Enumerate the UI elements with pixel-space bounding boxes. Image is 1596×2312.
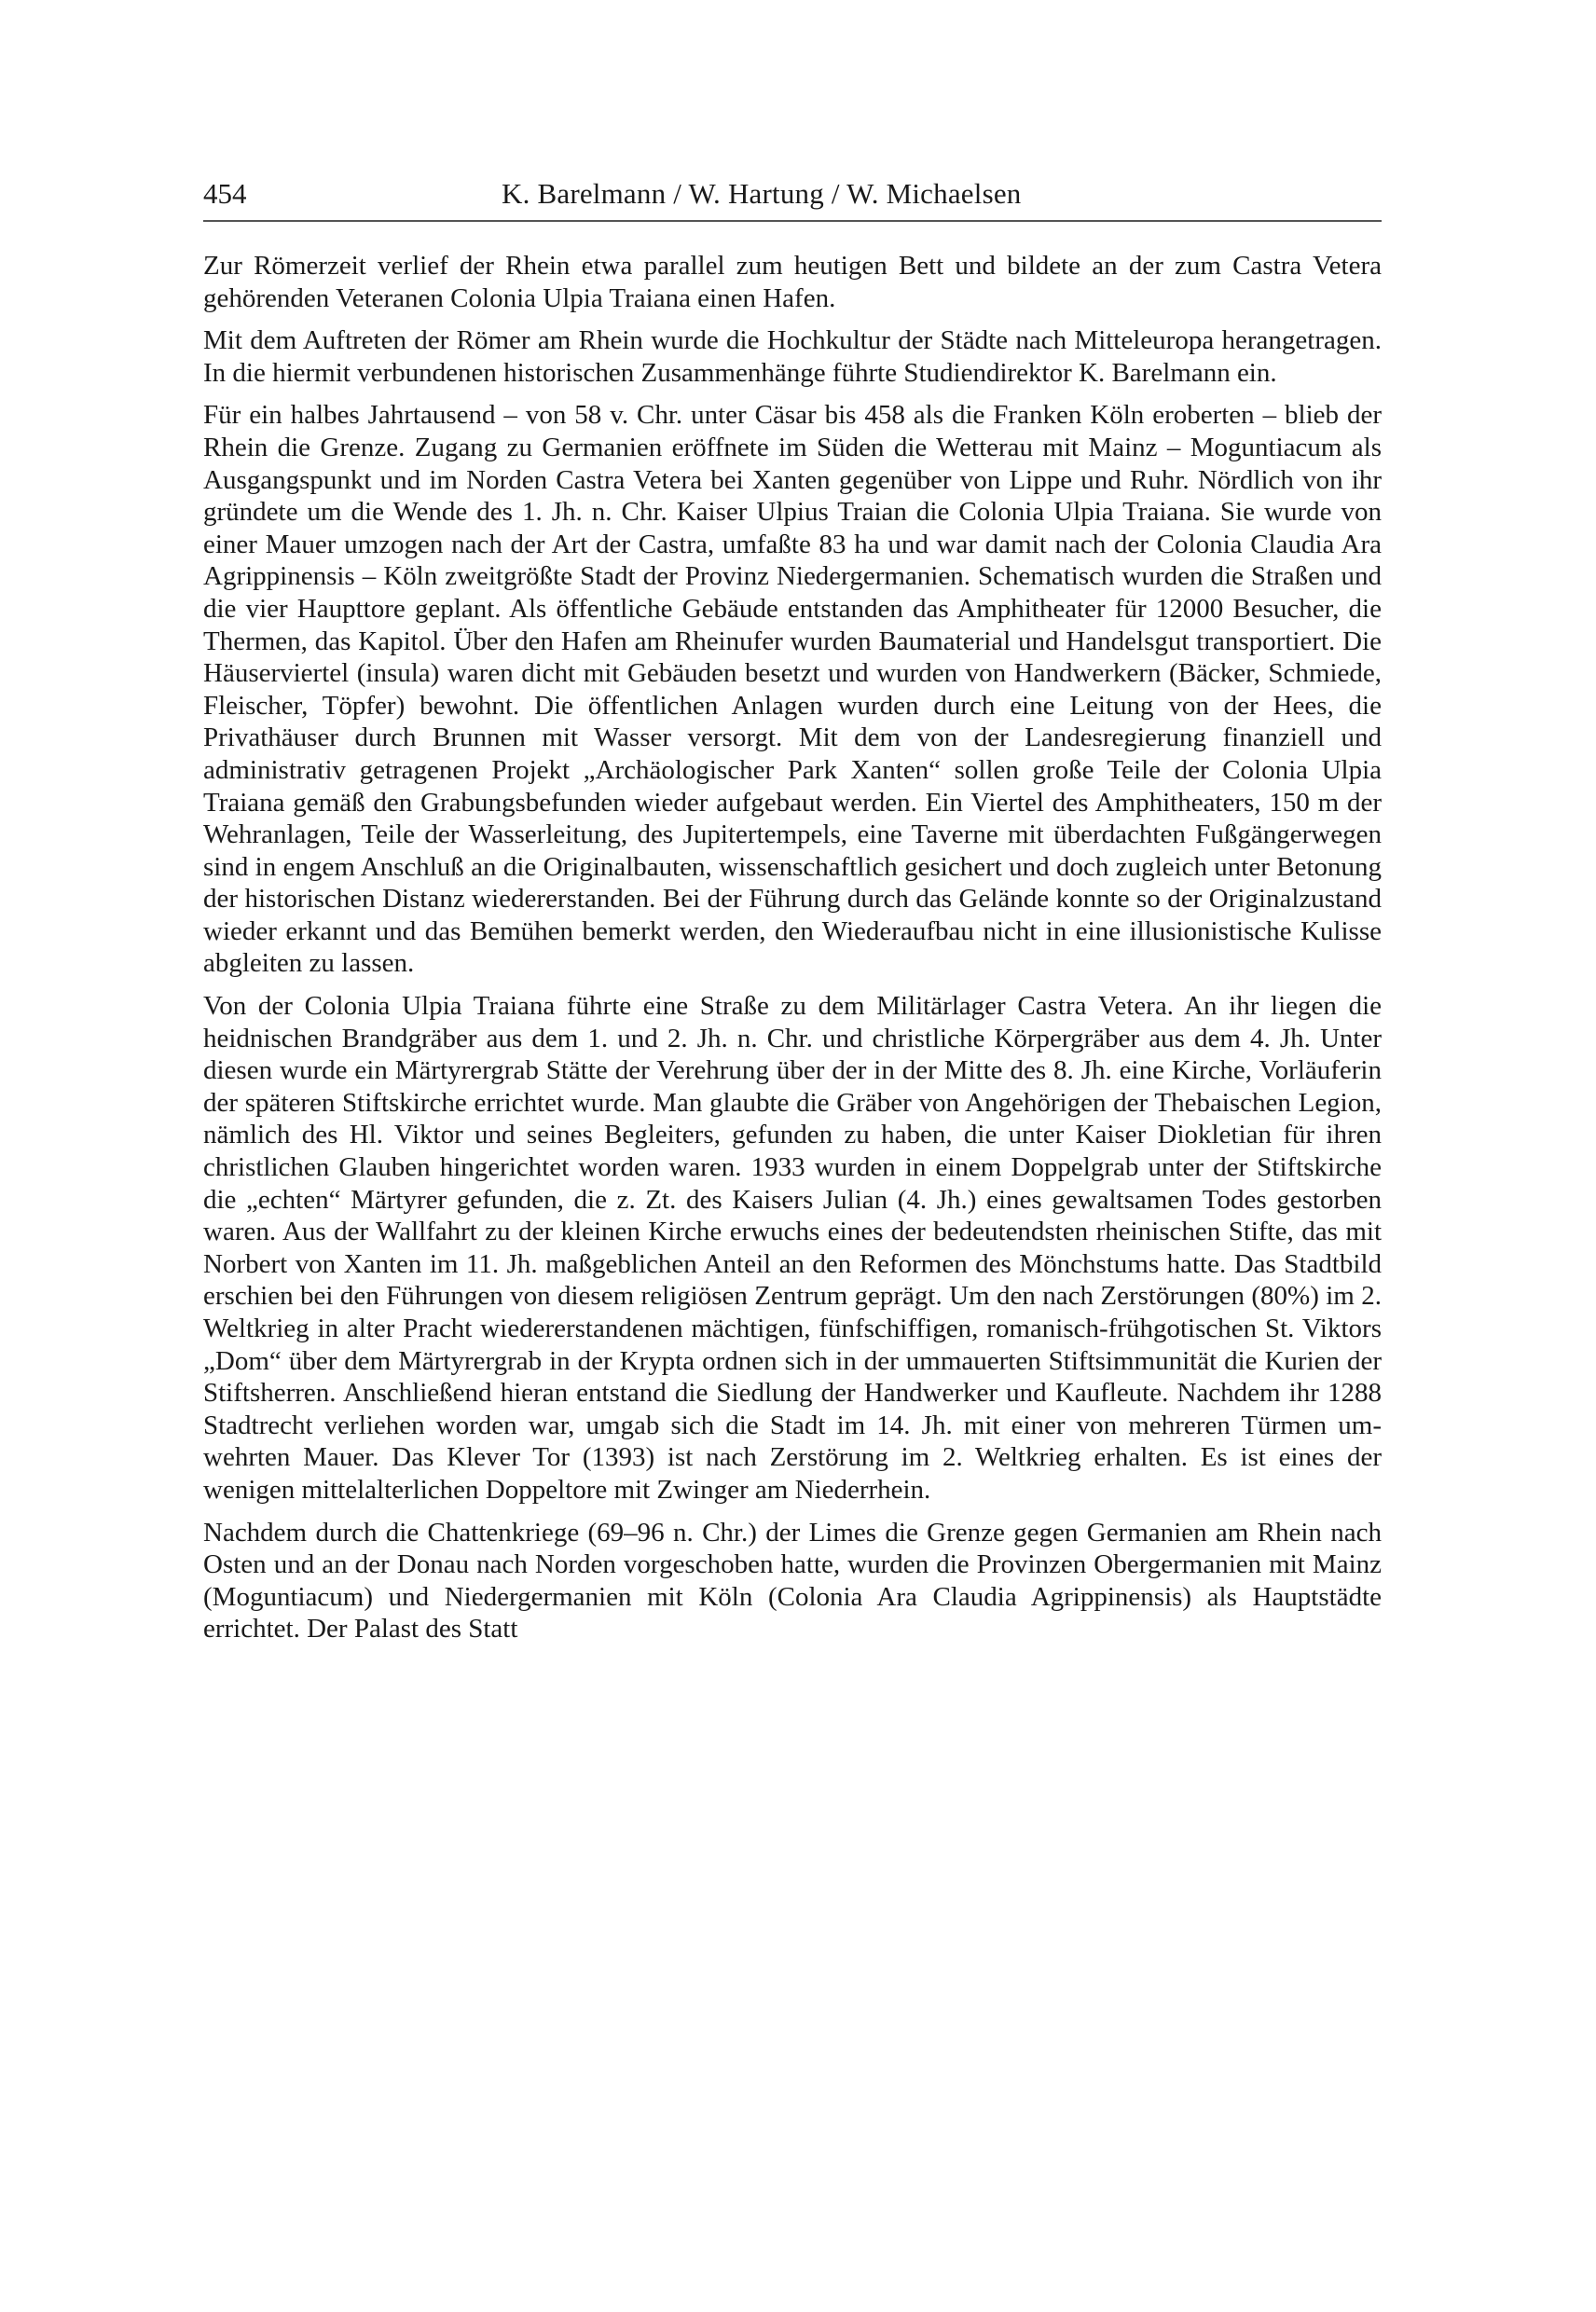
paragraph-chatten-wars: Nachdem durch die Chattenkriege (69–96 n. Chr.) der Limes die Grenze gegen Germanien am Rhein nach Osten und an der Donau nach Norden vorgeschoben hatte, wurden die Provinzen Obergermanien mit Mainz (Moguntiacum) und Niedergermanien mit Köln (Colonia Ara Claudia Agrippinensis) als Hauptstädte errichtet. Der Palast des Statt <box>203 1517 1382 1645</box>
paragraph-roman-rhine: Zur Römerzeit verlief der Rhein etwa parallel zum heutigen Bett und bildete an der zum Castra Vetera gehörenden Veteranen Colonia Ulpia Traiana einen Hafen. <box>203 251 1382 313</box>
document-page <box>203 168 1382 1656</box>
running-head-authors: K. Barelmann / W. Hartung / W. Michaelsen <box>502 177 1022 210</box>
paragraph-colonia-ulpia-traiana: Für ein halbes Jahrtausend – von 58 v. Chr. unter Cäsar bis 458 als die Franken Köln eroberten – blieb der Rhein die Grenze. Zugang zu Germanien eröffnete im Süden die Wetterau mit Mainz – Moguntiacum als Ausgangspunkt und im Norden Castra Vetera bei Xanten gegenüber von Lippe und Ruhr. Nördlich von ihr gründete um die Wende des 1. Jh. n. Chr. Kaiser Ulpius Traian die Colonia Ulpia Traiana. Sie wurde von einer Mauer umzogen nach der Art der Castra, umfaßte 83 ha und war damit nach der Colonia Claudia Ara Agrippinensis – Köln zweitgrößte Stadt der Provinz Niedergermanien. Schematisch wurden die Straßen und die vier Haupttore geplant. Als öffentliche Gebäude entstanden das Amphitheater für 12000 Besucher, die Thermen, das Kapitol. Über den Hafen am Rheinufer wurden Baumaterial und Handelsgut transportiert. Die Häuserviertel (insula) waren dicht mit Gebäuden besetzt und wurden von Handwerkern (Bäcker, Schmiede, Fleischer, Töpfer) bewohnt. Die öffentlichen Anlagen wurden durch eine Leitung von der Hees, die Privathäuser durch Brunnen mit Wasser versorgt. Mit dem von der Landesregierung finanziell und administrativ getragenen Projekt „Archäologischer Park Xanten“ sollen große Teile der Colonia Ulpia Traiana gemäß den Grabungsbefunden wieder aufgebaut werden. Ein Viertel des Amphitheaters, 150 m der Wehranlagen, Teile der Wasserleitung, des Jupitertempels, eine Taverne mit überdachten Fußgängerwegen sind in engem Anschluß an die Originalbauten, wissenschaftlich gesichert und doch zugleich unter Betonung der historischen Distanz wiedererstanden. Bei der Führung durch das Gelände konnte so der Originalzustand wieder erkannt und das Bemühen bemerkt werden, den Wiederaufbau nicht in eine illusionistische Kulisse abgleiten zu lassen. <box>203 400 1382 979</box>
paragraph-castra-vetera-xanten: Von der Colonia Ulpia Traiana führte eine Straße zu dem Militärlager Castra Vetera. An ihr liegen die heidnischen Brandgräber aus dem 1. und 2. Jh. n. Chr. und christliche Körpergräber aus dem 4. Jh. Unter diesen wurde ein Märtyrergrab Stätte der Verehrung über der in der Mitte des 8. Jh. eine Kirche, Vorläuferin der späteren Stiftskirche errichtet wurde. Man glaubte die Gräber von Angehörigen der Thebaischen Legion, nämlich des Hl. Viktor und seines Begleiters, gefunden zu haben, die unter Kaiser Diokletian für ihren christlichen Glauben hingerichtet worden waren. 1933 wurden in einem Doppelgrab unter der Stiftskirche die „echten“ Märtyrer gefunden, die z. Zt. des Kaisers Julian (4. Jh.) eines gewaltsamen Todes gestorben waren. Aus der Wallfahrt zu der kleinen Kirche erwuchs eines der bedeutendsten rheinischen Stifte, das mit Norbert von Xanten im 11. Jh. maßgeblichen Anteil an den Reformen des Mönchstums hatte. Das Stadtbild erschien bei den Führungen von diesem religiösen Zentrum geprägt. Um den nach Zerstörungen (80%) im 2. Weltkrieg in alter Pracht wiedererstandenen mächtigen, fünfschiffigen, romanisch-frühgotischen St. Viktors „Dom“ über dem Märtyrergrab in der Krypta ordnen sich in der ummauerten Stiftsimmunität die Kurien der Stiftsherren. Anschließend hieran entstand die Siedlung der Handwerker und Kaufleute. Nachdem ihr 1288 Stadtrecht verliehen worden war, umgab sich die Stadt im 14. Jh. mit einer von mehreren Türmen umwehrten Mauer. Das Klever Tor (1393) ist nach Zerstörung im 2. Weltkrieg erhalten. Es ist eines der wenigen mittelalterlichen Doppeltore mit Zwinger am Niederrhein. <box>203 991 1382 1505</box>
running-head <box>203 168 1382 222</box>
page-number: 454 <box>203 177 247 210</box>
body-text <box>203 250 1382 1645</box>
paragraph-high-culture: Mit dem Auftreten der Römer am Rhein wurde die Hochkultur der Städte nach Mitteleuropa herangetragen. In die hiermit verbundenen historischen Zusammenhänge führte Studiendirektor K. Barelmann ein. <box>203 325 1382 388</box>
